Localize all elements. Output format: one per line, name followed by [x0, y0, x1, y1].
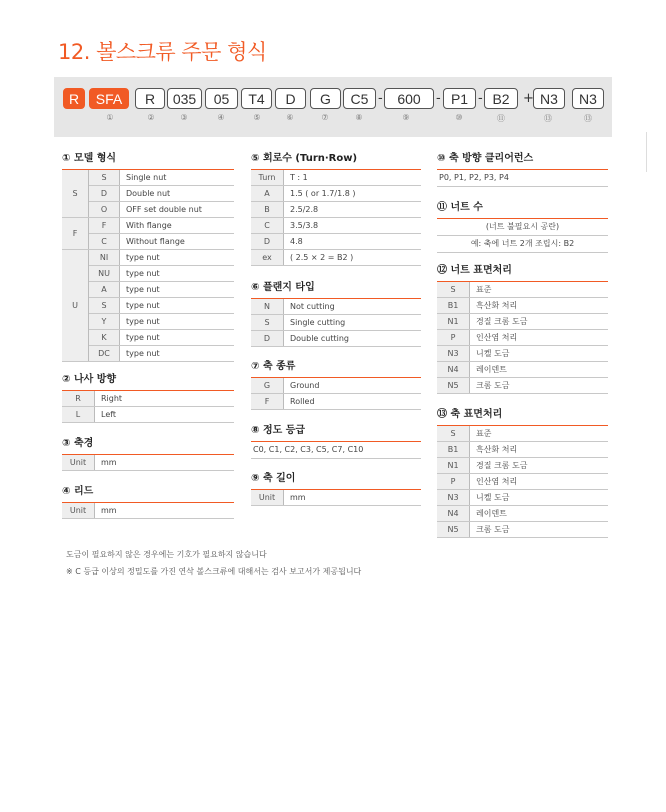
row-code: NU — [89, 266, 120, 282]
row-code: Unit — [251, 490, 284, 506]
code-position-number: ⑧ — [355, 113, 363, 122]
table-row — [437, 330, 608, 346]
row-description: type nut — [120, 314, 235, 330]
row-code: B1 — [437, 298, 470, 314]
code-box: G — [310, 88, 341, 109]
code-box: SFA — [89, 88, 129, 109]
row-description: mm — [284, 490, 422, 506]
table-row — [62, 391, 234, 407]
table-row — [251, 186, 421, 202]
table-row — [251, 315, 421, 331]
page-edge-divider — [646, 132, 647, 172]
table-row — [62, 455, 234, 471]
table-row — [437, 362, 608, 378]
row-description: type nut — [120, 282, 235, 298]
row-code: D — [251, 331, 284, 347]
code-box: N3 — [572, 88, 604, 109]
row-description: OFF set double nut — [120, 202, 235, 218]
table-row — [62, 202, 234, 218]
table-row — [437, 314, 608, 330]
section-heading: ⑬ 축 표면처리 — [437, 408, 608, 426]
row-description: 경질 크롬 도금 — [470, 314, 609, 330]
table-row — [437, 346, 608, 362]
code-position-number: ⑪ — [497, 114, 505, 123]
model-type-table — [62, 170, 234, 362]
row-code: Turn — [251, 170, 284, 186]
row-description: type nut — [120, 298, 235, 314]
row-code: O — [89, 202, 120, 218]
row-description: Without flange — [120, 234, 235, 250]
row-description: 인산염 처리 — [470, 474, 609, 490]
row-code: N5 — [437, 378, 470, 394]
table-row — [62, 218, 234, 234]
page-title: 12. 볼스크류 주문 형식 — [58, 40, 267, 64]
table-row — [62, 298, 234, 314]
table-row — [62, 407, 234, 423]
row-code: C — [251, 218, 284, 234]
row-description: Rolled — [284, 394, 422, 410]
table-row — [251, 394, 421, 410]
row-description: Right — [95, 391, 235, 407]
shaft-diameter-table — [62, 455, 234, 471]
row-description: type nut — [120, 346, 235, 362]
row-description: Double cutting — [284, 331, 422, 347]
row-code: A — [89, 282, 120, 298]
row-description: 니켈 도금 — [470, 346, 609, 362]
row-code: A — [251, 186, 284, 202]
row-description: ( 2.5 × 2 = B2 ) — [284, 250, 422, 266]
section-model-type — [62, 152, 234, 362]
section-heading: ⑨ 축 길이 — [251, 472, 421, 490]
table-row — [251, 218, 421, 234]
code-box: T4 — [241, 88, 272, 109]
table-row — [437, 442, 608, 458]
row-code: N3 — [437, 490, 470, 506]
table-row — [62, 234, 234, 250]
row-description: Not cutting — [284, 299, 422, 315]
row-code: Unit — [62, 455, 95, 471]
row-description: Single cutting — [284, 315, 422, 331]
row-code: Unit — [62, 503, 95, 519]
row-code: N5 — [437, 522, 470, 538]
row-code: ex — [251, 250, 284, 266]
flange-type-table — [251, 299, 421, 347]
table-row — [437, 506, 608, 522]
table-row — [62, 186, 234, 202]
row-description: 표준 — [470, 426, 609, 442]
code-position-number: ⑬ — [584, 114, 592, 123]
circuits-table — [251, 170, 421, 266]
section-heading: ⑫ 너트 표면처리 — [437, 264, 608, 282]
footnote-inspection: ※ C 등급 이상의 정밀도를 가진 연삭 볼스크류에 대해서는 검사 보고서가 제공됩니다 — [66, 567, 362, 576]
section-heading: ⑥ 플랜지 타입 — [251, 281, 421, 299]
table-row — [251, 490, 421, 506]
section-shaft-type — [251, 360, 421, 410]
section-heading: ③ 축경 — [62, 437, 234, 455]
row-description: type nut — [120, 330, 235, 346]
screw-direction-table — [62, 391, 234, 423]
row-description: 크롬 도금 — [470, 522, 609, 538]
shaft-length-table — [251, 490, 421, 506]
row-description: mm — [95, 503, 235, 519]
section-screw-direction — [62, 373, 234, 423]
row-description: Left — [95, 407, 235, 423]
row-code: N1 — [437, 314, 470, 330]
row-code: G — [251, 378, 284, 394]
section-heading: ② 나사 방향 — [62, 373, 234, 391]
code-position-number: ② — [147, 113, 155, 122]
row-description: 흑산화 처리 — [470, 442, 609, 458]
section-heading: ⑦ 축 종류 — [251, 360, 421, 378]
section-heading: ⑤ 회로수 (Turn·Row) — [251, 152, 421, 170]
row-code: N4 — [437, 362, 470, 378]
code-box: C5 — [343, 88, 376, 109]
code-position-number: ⑨ — [402, 113, 410, 122]
code-box: 05 — [205, 88, 238, 109]
row-code: S — [89, 170, 120, 186]
table-row — [251, 202, 421, 218]
shaft-surface-table — [437, 426, 608, 538]
row-code: N — [251, 299, 284, 315]
row-description: T : 1 — [284, 170, 422, 186]
row-description: type nut — [120, 266, 235, 282]
group-code: S — [62, 170, 89, 218]
row-code: B — [251, 202, 284, 218]
code-position-number: ⑥ — [286, 113, 294, 122]
table-row — [437, 426, 608, 442]
code-box: 035 — [167, 88, 202, 109]
table-row — [437, 282, 608, 298]
section-accuracy-grade — [251, 424, 421, 459]
table-row — [251, 378, 421, 394]
row-description: With flange — [120, 218, 235, 234]
table-row — [437, 458, 608, 474]
code-separator: - — [378, 91, 383, 106]
table-row — [62, 503, 234, 519]
section-shaft-length — [251, 472, 421, 506]
row-code: N1 — [437, 458, 470, 474]
table-row — [251, 170, 421, 186]
row-code: K — [89, 330, 120, 346]
section-heading: ⑪ 너트 수 — [437, 201, 608, 219]
table-row — [62, 346, 234, 362]
code-box: 600 — [384, 88, 434, 109]
group-code: F — [62, 218, 89, 250]
row-description: 레이덴트 — [470, 362, 609, 378]
code-box: R — [63, 88, 85, 109]
table-row — [62, 330, 234, 346]
row-code: NI — [89, 250, 120, 266]
code-separator: + — [523, 91, 534, 106]
row-description: 4.8 — [284, 234, 422, 250]
table-row — [251, 331, 421, 347]
code-box: N3 — [533, 88, 565, 109]
row-description: 2.5/2.8 — [284, 202, 422, 218]
row-description: 경질 크롬 도금 — [470, 458, 609, 474]
table-row — [62, 282, 234, 298]
code-position-number: ⑦ — [321, 113, 329, 122]
table-row — [437, 474, 608, 490]
section-heading: ⑩ 축 방향 클리어런스 — [437, 152, 608, 170]
row-code: S — [89, 298, 120, 314]
row-code: DC — [89, 346, 120, 362]
row-description: type nut — [120, 250, 235, 266]
code-position-number: ④ — [217, 113, 225, 122]
row-code: D — [89, 186, 120, 202]
order-code-bar — [54, 77, 612, 137]
row-description: Double nut — [120, 186, 235, 202]
section-nut-surface — [437, 264, 608, 394]
row-code: N4 — [437, 506, 470, 522]
row-code: F — [89, 218, 120, 234]
row-description: Single nut — [120, 170, 235, 186]
section-flange-type — [251, 281, 421, 347]
code-position-number: ③ — [180, 113, 188, 122]
code-position-number: ① — [106, 113, 114, 122]
row-code: C — [89, 234, 120, 250]
row-code: L — [62, 407, 95, 423]
row-code: R — [62, 391, 95, 407]
code-position-number: ⑬ — [544, 114, 552, 123]
axial-clearance-values: P0, P1, P2, P3, P4 — [437, 170, 608, 187]
table-row — [62, 266, 234, 282]
table-row — [437, 490, 608, 506]
table-row — [437, 298, 608, 314]
section-heading: ④ 리드 — [62, 485, 234, 503]
nut-count-example: 예: 축에 너트 2개 조립시: B2 — [437, 236, 608, 253]
row-code: B1 — [437, 442, 470, 458]
row-code: S — [437, 282, 470, 298]
nut-surface-table — [437, 282, 608, 394]
section-circuits — [251, 152, 421, 266]
code-separator: - — [436, 91, 441, 106]
row-code: P — [437, 474, 470, 490]
table-row — [62, 250, 234, 266]
nut-count-note: (너트 불필요시 공란) — [437, 219, 608, 236]
row-code: P — [437, 330, 470, 346]
row-code: Y — [89, 314, 120, 330]
table-row — [251, 299, 421, 315]
code-position-number: ⑩ — [455, 113, 463, 122]
code-separator: - — [478, 91, 483, 106]
table-row — [437, 378, 608, 394]
row-description: 흑산화 처리 — [470, 298, 609, 314]
row-code: F — [251, 394, 284, 410]
row-description: Ground — [284, 378, 422, 394]
row-description: 표준 — [470, 282, 609, 298]
row-description: 인산염 처리 — [470, 330, 609, 346]
section-axial-clearance — [437, 152, 608, 187]
table-row — [62, 314, 234, 330]
group-code: U — [62, 250, 89, 362]
row-description: 니켈 도금 — [470, 490, 609, 506]
accuracy-grade-values: C0, C1, C2, C3, C5, C7, C10 — [251, 442, 421, 459]
section-shaft-surface — [437, 408, 608, 538]
row-code: N3 — [437, 346, 470, 362]
section-heading: ① 모델 형식 — [62, 152, 234, 170]
table-row — [251, 250, 421, 266]
code-box: R — [135, 88, 165, 109]
code-box: P1 — [443, 88, 476, 109]
lead-table — [62, 503, 234, 519]
code-box: D — [275, 88, 306, 109]
section-heading: ⑧ 정도 등급 — [251, 424, 421, 442]
row-code: S — [437, 426, 470, 442]
section-nut-count — [437, 201, 608, 253]
section-shaft-diameter — [62, 437, 234, 471]
code-position-number: ⑤ — [253, 113, 261, 122]
row-description: 3.5/3.8 — [284, 218, 422, 234]
row-description: 레이덴트 — [470, 506, 609, 522]
row-description: mm — [95, 455, 235, 471]
row-code: S — [251, 315, 284, 331]
shaft-type-table — [251, 378, 421, 410]
code-box: B2 — [484, 88, 518, 109]
row-description: 1.5 ( or 1.7/1.8 ) — [284, 186, 422, 202]
table-row — [62, 170, 234, 186]
section-lead — [62, 485, 234, 519]
row-description: 크롬 도금 — [470, 378, 609, 394]
table-row — [437, 522, 608, 538]
row-code: D — [251, 234, 284, 250]
table-row — [251, 234, 421, 250]
footnote-plating: 도금이 필요하지 않은 경우에는 기호가 필요하지 않습니다 — [66, 550, 267, 559]
